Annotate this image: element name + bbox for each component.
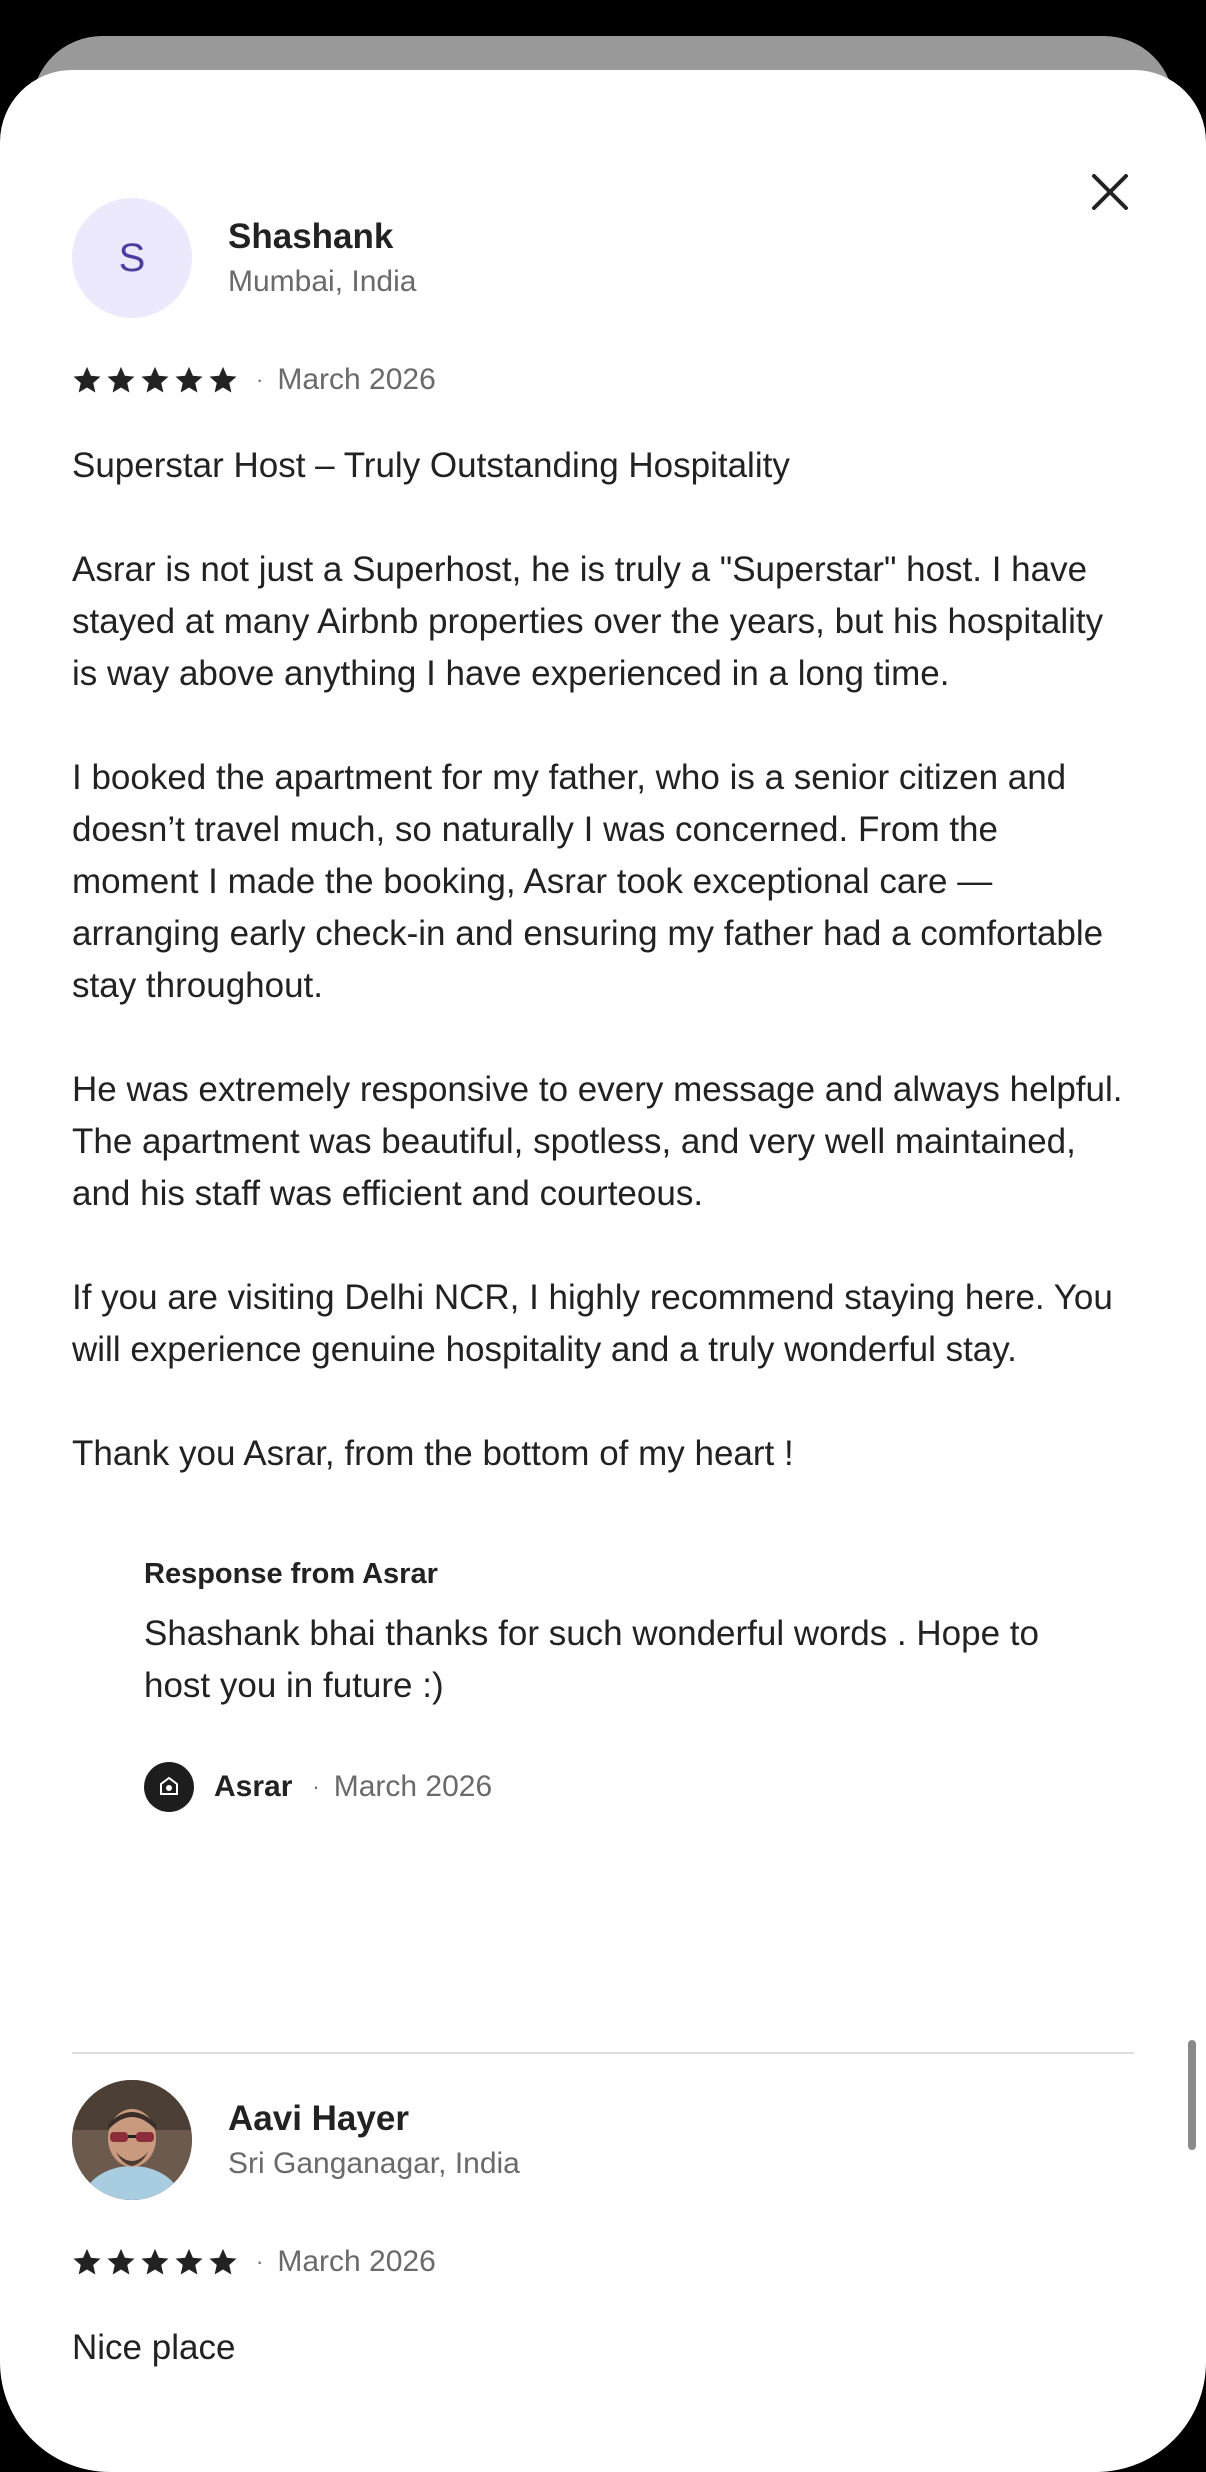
response-title: Response from Asrar bbox=[144, 1558, 438, 1590]
star-icon bbox=[208, 2247, 238, 2277]
star-rating bbox=[72, 2247, 238, 2277]
avatar[interactable] bbox=[72, 198, 192, 318]
reviewer-header bbox=[72, 198, 1134, 318]
host-name[interactable]: Asrar bbox=[214, 1770, 293, 1803]
star-icon bbox=[140, 2247, 170, 2277]
response-date: March 2026 bbox=[333, 1770, 493, 1803]
review-divider bbox=[72, 2052, 1134, 2054]
reviewer-location: Sri Ganganagar, India bbox=[228, 2147, 520, 2180]
star-icon bbox=[106, 2247, 136, 2277]
review-date: March 2026 bbox=[277, 2245, 436, 2278]
separator-dot: · bbox=[312, 1774, 320, 1799]
response-text: Shashank bhai thanks for such wonderful words . Hope to host you in future :) bbox=[144, 1614, 1039, 1705]
separator-dot: · bbox=[256, 2249, 264, 2274]
star-icon bbox=[106, 365, 136, 395]
user-photo-icon bbox=[72, 2080, 192, 2200]
host-logo-icon bbox=[156, 1774, 182, 1800]
star-icon bbox=[174, 365, 204, 395]
host-row bbox=[144, 1762, 1134, 1812]
star-icon bbox=[140, 365, 170, 395]
reviewer-header bbox=[72, 2080, 1134, 2200]
avatar[interactable] bbox=[72, 2080, 192, 2200]
star-icon bbox=[72, 365, 102, 395]
reviewer-info bbox=[228, 2096, 520, 2184]
review-item bbox=[72, 2080, 1134, 2374]
review-item bbox=[72, 198, 1134, 1812]
star-icon bbox=[72, 2247, 102, 2277]
reviewer-location: Mumbai, India bbox=[228, 265, 417, 298]
reviewer-info bbox=[228, 214, 416, 302]
host-response bbox=[144, 1554, 1134, 1812]
reviewer-name[interactable]: Shashank bbox=[228, 217, 394, 256]
scrollbar[interactable] bbox=[1188, 2040, 1196, 2150]
separator-dot: · bbox=[256, 367, 264, 392]
review-text: Nice place bbox=[72, 2328, 236, 2367]
star-rating bbox=[72, 365, 238, 395]
avatar-initial: S bbox=[118, 235, 146, 280]
rating-row bbox=[72, 2242, 1134, 2282]
review-date: March 2026 bbox=[277, 363, 436, 396]
star-icon bbox=[208, 365, 238, 395]
reviewer-name[interactable]: Aavi Hayer bbox=[228, 2099, 409, 2138]
review-text: Superstar Host – Truly Outstanding Hospitality Asrar is not just a Superhost, he is truly a "Superstar" host. I have stayed at many Airbnb properties over the years, but his hospitality is way above anything I have experienced in a long time. I booked the apartment for my father, who is a senior citizen and doesn’t travel much, so naturally I was concerned. From the moment I made the booking, Asrar took exceptional care — arranging early check-in and ensuring my father had a comfortable stay throughout. He was extremely responsive to every message and always helpful. The apartment was beautiful, spotless, and very well maintained, and his staff was efficient and courteous. If you are visiting Delhi NCR, I highly recommend staying here. You will experience genuine hospitality and a truly wonderful stay. Thank you Asrar, from the bottom of my heart ! bbox=[72, 446, 1123, 1473]
host-avatar[interactable] bbox=[144, 1762, 194, 1812]
rating-row bbox=[72, 360, 1134, 400]
star-icon bbox=[174, 2247, 204, 2277]
